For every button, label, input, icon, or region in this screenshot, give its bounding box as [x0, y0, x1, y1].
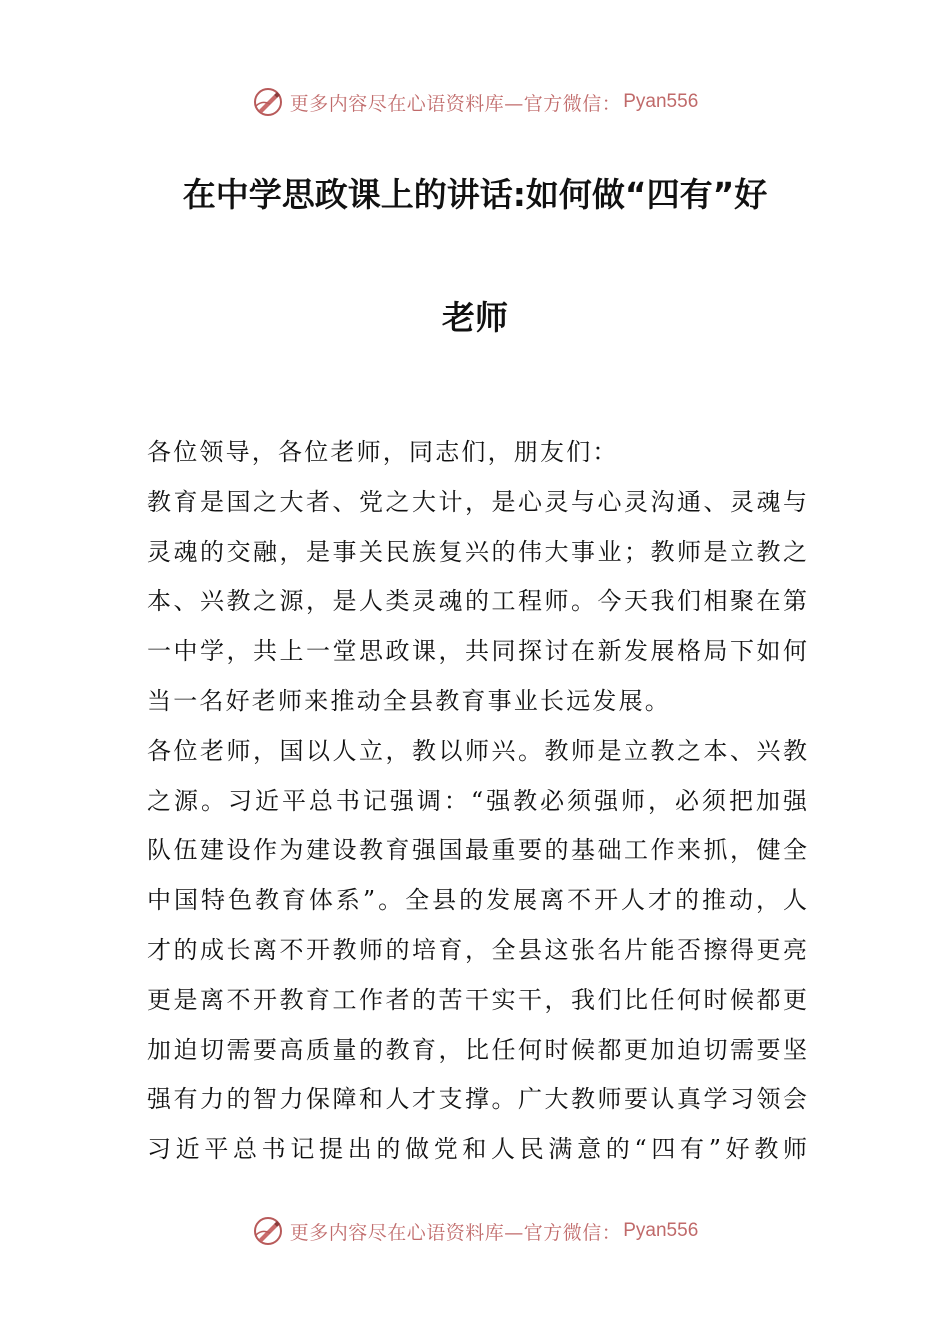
- paragraph-line: 教育是国之大者、党之大计，是心灵与心灵沟通、灵魂与: [147, 487, 807, 516]
- paragraph-line: 各位领导，各位老师，同志们，朋友们：: [147, 438, 619, 466]
- paragraph-line: 各位老师，国以人立，教以师兴。教师是立教之本、兴教: [147, 736, 807, 765]
- paragraph-line: 之源。习近平总书记强调：“强教必须强师，必须把加强: [147, 786, 807, 815]
- pen-circle-icon: [252, 86, 284, 118]
- pen-circle-icon: [252, 1215, 284, 1247]
- document-body: [147, 428, 807, 1175]
- header-watermark: [0, 82, 950, 122]
- paragraph-line: 习近平总书记提出的做党和人民满意的“四有”好教师: [147, 1135, 807, 1164]
- paragraph-line: 灵魂的交融，是事关民族复兴的伟大事业；教师是立教之: [147, 537, 807, 566]
- paragraph-line: 一中学，共上一堂思政课，共同探讨在新发展格局下如何: [147, 637, 807, 666]
- document-title-line-2: 老师: [442, 298, 508, 337]
- paragraph-line: 本、兴教之源，是人类灵魂的工程师。今天我们相聚在第: [147, 587, 807, 616]
- paragraph-line: 中国特色教育体系”。全县的发展离不开人才的推动，人: [147, 886, 807, 915]
- paragraph-line: 队伍建设作为建设教育强国最重要的基础工作来抓，健全: [147, 836, 807, 865]
- paragraph-line: 加迫切需要高质量的教育，比任何时候都更加迫切需要坚: [147, 1035, 807, 1064]
- watermark-text: 更多内容尽在心语资料库—官方微信：: [289, 92, 622, 115]
- watermark-wechat-id: Pyan556: [623, 1220, 699, 1241]
- footer-watermark: [0, 1211, 950, 1251]
- watermark-wechat-id: Pyan556: [623, 91, 699, 112]
- paragraph-line: 更是离不开教育工作者的苦干实干，我们比任何时候都更: [147, 985, 807, 1014]
- paragraph-line: 强有力的智力保障和人才支撑。广大教师要认真学习领会: [147, 1085, 807, 1114]
- document-title-line-1: 在中学思政课上的讲话:如何做“四有”好: [182, 175, 768, 214]
- paragraph-line: 才的成长离不开教师的培育，全县这张名片能否擦得更亮: [147, 935, 807, 964]
- watermark-text: 更多内容尽在心语资料库—官方微信：: [289, 1221, 622, 1244]
- paragraph-line: 当一名好老师来推动全县教育事业长远发展。: [147, 686, 671, 715]
